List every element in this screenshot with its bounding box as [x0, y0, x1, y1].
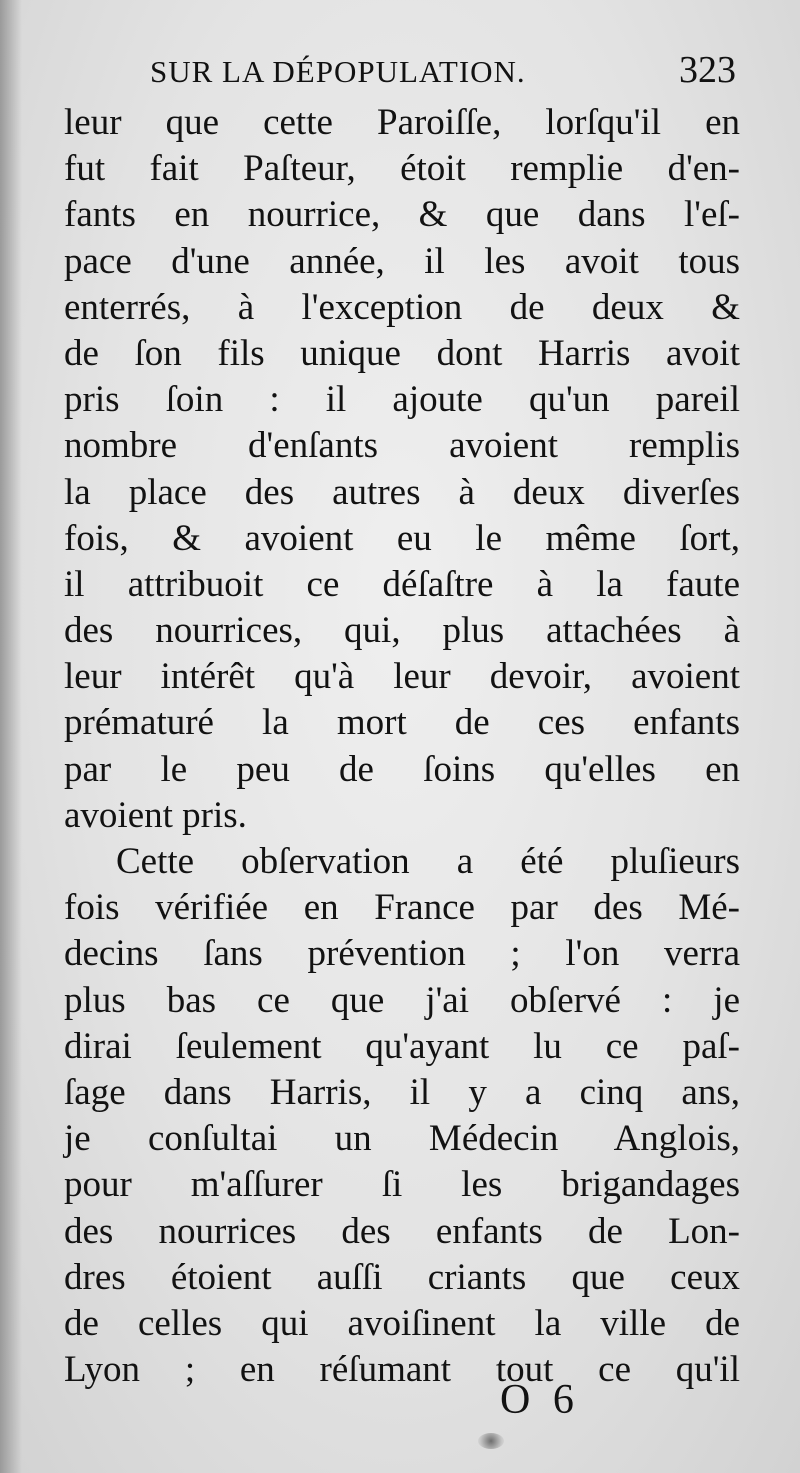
text-line: des nourrices, qui, plus attachées à [64, 610, 740, 652]
signature-mark: O 6 [500, 1377, 580, 1423]
text-line: fants en nourrice, & que dans l'eſ- [64, 194, 740, 236]
text-line: plus bas ce que j'ai obſervé : je [64, 979, 740, 1021]
text-line: dirai ſeulement qu'ayant lu ce paſ- [64, 1025, 740, 1067]
body-text [64, 100, 740, 1393]
text-line: fois, & avoient eu le même ſort, [64, 517, 740, 559]
text-line: leur que cette Paroiſſe, lorſqu'il en [64, 102, 740, 143]
text-line: fois vérifiée en France par des Mé- [64, 887, 740, 929]
text-line: Lyon ; en réſumant tout ce qu'il [64, 1349, 740, 1391]
ink-blot [478, 1433, 504, 1449]
text-line: leur intérêt qu'à leur devoir, avoient [64, 656, 740, 698]
text-line: nombre d'enſants avoient remplis [64, 425, 740, 467]
page-number: 323 [679, 49, 736, 91]
text-line: la place des autres à deux diverſes [64, 471, 740, 513]
text-line: dres étoient auſſi criants que ceux [64, 1256, 740, 1298]
text-line: pris ſoin : il ajoute qu'un pareil [64, 379, 740, 421]
text-line: par le peu de ſoins qu'elles en [64, 748, 740, 790]
text-line: ſage dans Harris, il y a cinq ans, [64, 1071, 740, 1113]
text-line: il attribuoit ce déſaſtre à la faute [64, 563, 740, 605]
running-title: SUR LA DÉPOPULATION. [150, 54, 526, 89]
text-line: je conſultai un Médecin Anglois, [64, 1118, 740, 1160]
text-line: de celles qui avoiſinent la ville de [64, 1302, 740, 1344]
text-line: decins ſans prévention ; l'on verra [64, 933, 740, 975]
running-head [150, 48, 740, 98]
paragraph-start-line: Cette obſervation a été pluſieurs [116, 841, 740, 882]
text-line: de ſon fils unique dont Harris avoit [64, 332, 740, 374]
page-edge-shadow [0, 0, 22, 1473]
text-line: enterrés, à l'exception de deux & [64, 286, 740, 328]
text-line: prématuré la mort de ces enfants [64, 702, 740, 744]
text-line: fut fait Paſteur, étoit remplie d'en- [64, 148, 740, 190]
text-line: des nourrices des enfants de Lon- [64, 1210, 740, 1252]
paragraph-end-line: avoient pris. [64, 794, 247, 836]
text-line: pace d'une année, il les avoit tous [64, 240, 740, 282]
text-line: pour m'aſſurer ſi les brigandages [64, 1164, 740, 1206]
